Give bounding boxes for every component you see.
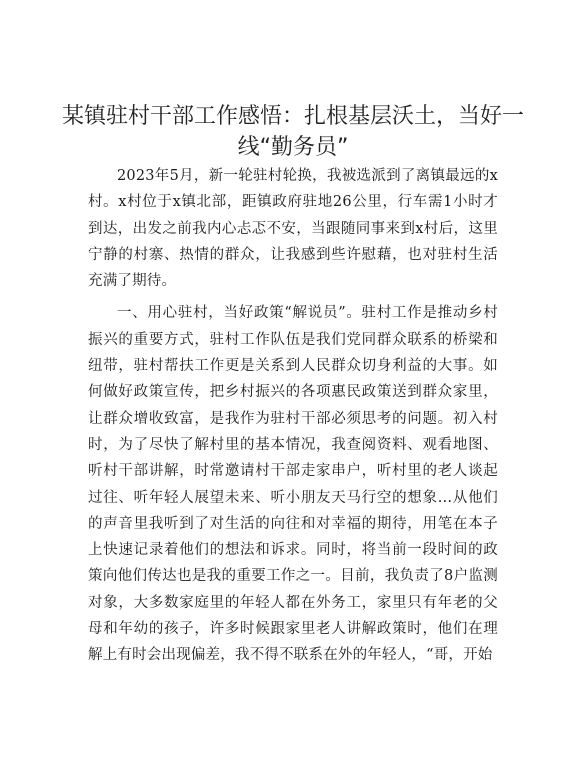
document-body bbox=[88, 163, 498, 675]
paragraph: 一、用心驻村，当好政策“解说员”。驻村工作是推动乡村振兴的重要方式，驻村工作队伍是我们党同群众联系的桥梁和纽带，驻村帮扶工作更是关系到人民群众切身利益的大事。如何做好政策宣传，把乡村振兴的各项惠民政策送到群众家里，让群众增收致富，是我作为驻村干部必须思考的问题。初入村时，为了尽快了解村里的基本情况，我查阅资料、观看地图、听村干部讲解，时常邀请村干部走家串户，听村里的老人谈起过往、听年轻人展望未来、听小朋友天马行空的想象…从他们的声音里我听到了对生活的向往和对幸福的期待，用笔在本子上快速记录着他们的想法和诉求。同时，将当前一段时间的政策向他们传达也是我的重要工作之一。目前，我负责了8户监测对象，大多数家庭里的年轻人都在外务工，家里只有年老的父母和年幼的孩子，许多时候跟家里老人讲解政策时，他们在理解上有时会出现偏差，我不得不联系在外的年轻人，“哥，开始 bbox=[88, 305, 498, 664]
paragraph: 2023年5月，新一轮驻村轮换，我被选派到了离镇最远的x村。x村位于x镇北部，距镇政府驻地26公里，行车需1小时才到达，出发之前我内心忐忑不安，当跟随同事来到x村后，这里宁静的村寨、热情的群众，让我感到些许慰藉，也对驻村生活充满了期待。 bbox=[88, 168, 498, 290]
document-title: 某镇驻村干部工作感悟：扎根基层沃土，当好一线“勤务员” bbox=[61, 104, 524, 160]
